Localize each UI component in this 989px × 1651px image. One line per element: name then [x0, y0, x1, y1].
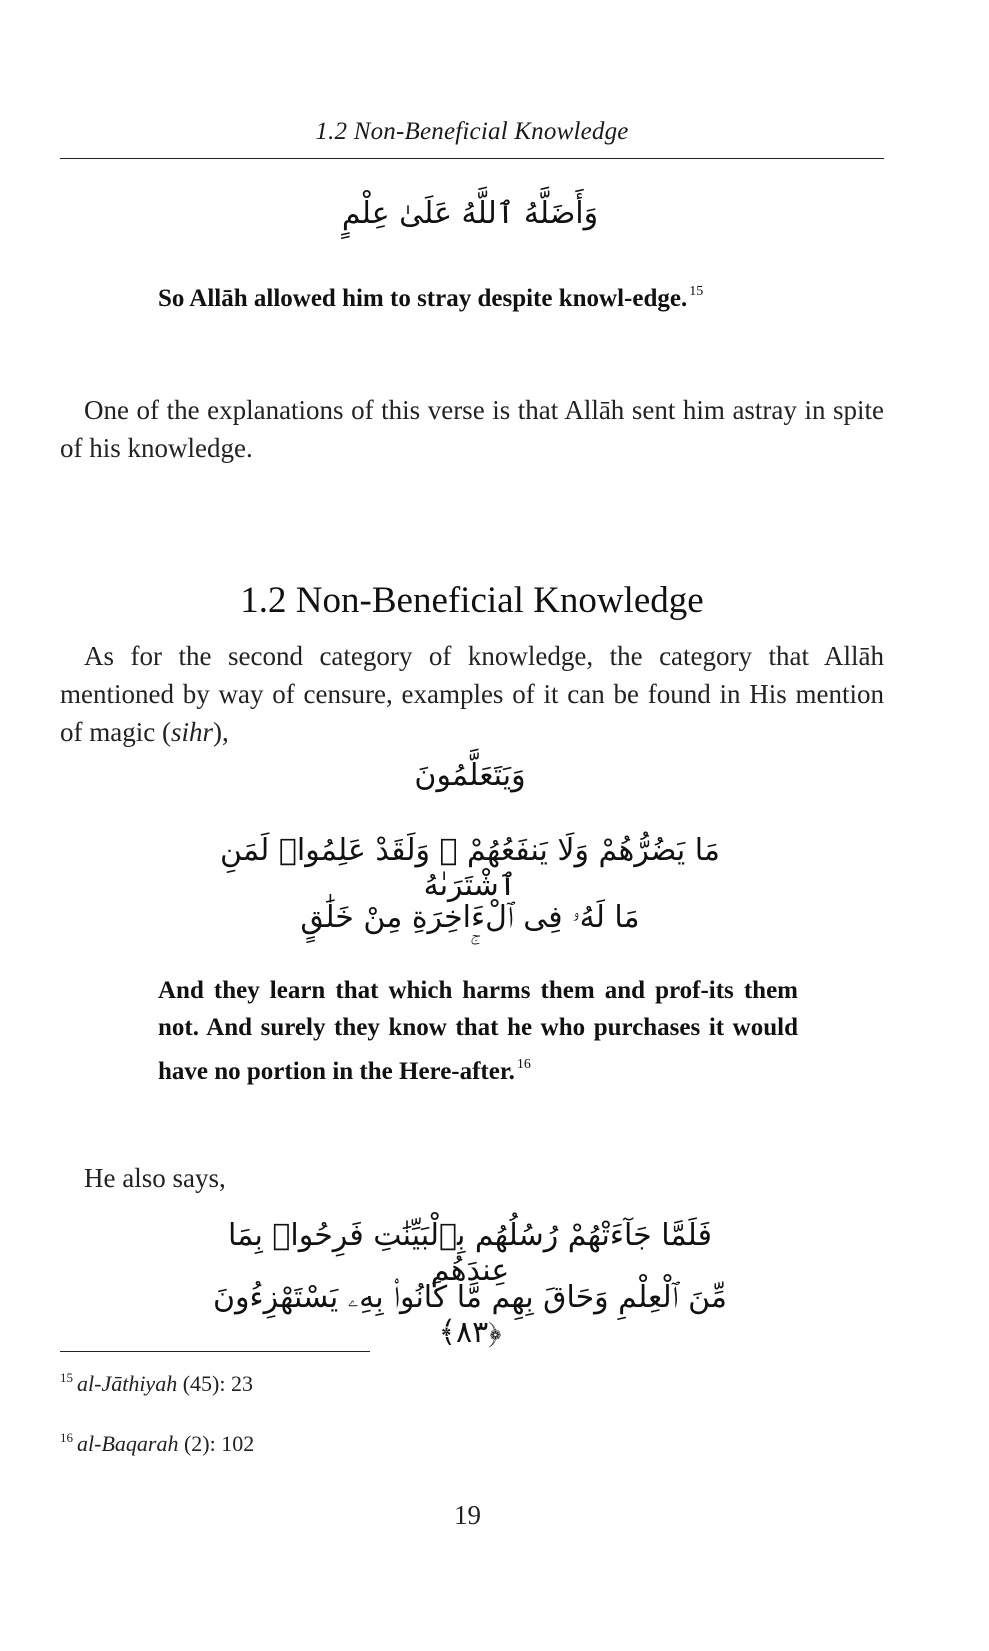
- arabic-verse-3-line-2: مِّنَ ٱلْعِلْمِ وَحَاقَ بِهِم مَّا كَانُوا۟ بِهِۦ يَسْتَهْزِءُونَ ﴿٨٣﴾: [213, 1280, 727, 1350]
- running-head: 1.2 Non-Beneficial Knowledge: [315, 118, 629, 145]
- footnote-rule: [60, 1351, 370, 1352]
- footnote-source: al-Baqarah: [77, 1431, 179, 1456]
- footnote-reference: (2): 102: [183, 1431, 255, 1456]
- footnote-number: 16: [60, 1430, 73, 1445]
- section-title: 1.2 Non-Beneficial Knowledge: [240, 579, 704, 621]
- arabic-verse-1: وَأَضَلَّهُ ٱللَّهُ عَلَىٰ عِلْمٍ: [341, 196, 599, 231]
- arabic-verse-2-line-3: مَا لَهُۥ فِى ٱلْءَاخِرَةِ مِنْ خَلَٰقٍ: [300, 900, 640, 935]
- page-number: 19: [454, 1500, 481, 1530]
- paragraph-2-term: sihr: [170, 717, 213, 747]
- paragraph-1: One of the explanations of this verse is that Allāh sent him astray in spite of his knowledge.: [60, 395, 884, 463]
- paragraph-2: [60, 637, 884, 751]
- verse-2-translation: [158, 972, 798, 1090]
- footnote-reference: (45): 23: [182, 1371, 253, 1396]
- verse-1-translation-text: So Allāh allowed him to stray despite knowl-edge.: [158, 285, 688, 312]
- paragraph-3: He also says,: [84, 1163, 226, 1193]
- footnote-source: al-Jāthiyah: [77, 1371, 178, 1396]
- header-rule: [60, 158, 884, 159]
- footnote-16: [60, 1430, 660, 1457]
- paragraph-2-after: ),: [212, 717, 229, 747]
- paragraph-2-text: As for the second category of knowledge, the category that Allāh mentioned by way of censure, examples of it can be found in His mention of magic (: [60, 641, 884, 747]
- footnote-15: [60, 1370, 660, 1397]
- verse-2-translation-text: And they learn that which harms them and prof-its them not. And surely they know that he who purchases it would have no portion in the Here-after.: [158, 977, 798, 1085]
- footnote-ref-15: 15: [689, 284, 704, 299]
- verse-1-translation: [158, 273, 798, 317]
- arabic-verse-2-line-2: مَا يَضُرُّهُمْ وَلَا يَنفَعُهُمْ ۚ وَلَقَدْ عَلِمُوا۟ لَمَنِ ٱشْتَرَىٰهُ: [220, 833, 720, 903]
- footnote-ref-16: 16: [516, 1057, 531, 1072]
- arabic-verse-2-line-1: وَيَتَعَلَّمُونَ: [414, 758, 526, 793]
- footnote-number: 15: [60, 1370, 73, 1385]
- arabic-verse-3-line-1: فَلَمَّا جَآءَتْهُمْ رُسُلُهُم بِٱلْبَيِّنَٰتِ فَرِحُوا۟ بِمَا عِندَهُم: [228, 1218, 712, 1288]
